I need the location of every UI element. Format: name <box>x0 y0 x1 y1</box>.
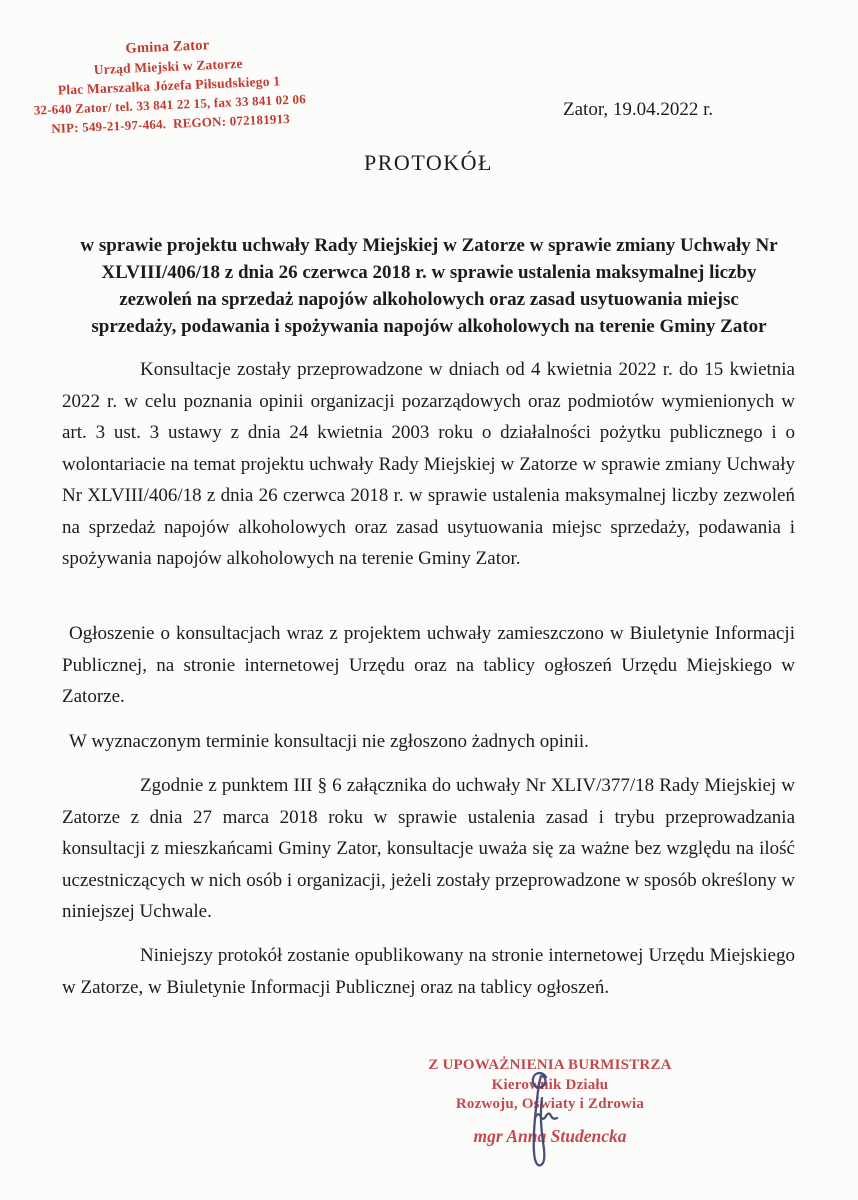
dateline: Zator, 19.04.2022 r. <box>563 99 714 120</box>
subject-paragraph: w sprawie projektu uchwały Rady Miejskiej w Zatorze w sprawie zmiany Uchwały Nr XLVIII/406/18 z dnia 26 czerwca 2018 r. w sprawie ustalenia maksymalnej liczby zezwoleń na sprzedaż napojów alkoholowych oraz zasad usytuowania miejsc sprzedaży, podawania i spożywania napojów alkoholowych na terenie Gminy Zator <box>80 235 778 337</box>
paragraph-consultation-dates: Konsultacje zostały przeprowadzone w dniach od 4 kwietnia 2022 r. do 15 kwietnia 2022 r. w celu poznania opinii organizacji pozarządowych oraz podmiotów wymienionych w art. 3 ust. 3 ustawy z dnia 24 kwietnia 2003 roku o działalności pożytku publicznego i o wolontariacie na temat projektu uchwały Rady Miejskiej w Zatorze w sprawie zmiany Uchwały Nr XLVIII/406/18 z dnia 26 czerwca 2018 r. w sprawie ustalenia maksymalnej liczby zezwoleń na sprzedaż napojów alkoholowych oraz zasad usytuowania miejsc sprzedaży, podawania i spożywania napojów alkoholowych na terenie Gminy Zator. <box>62 359 795 569</box>
role-line-1: Kierownik Działu <box>491 1076 609 1093</box>
signer-name: mgr Anna Studencka <box>473 1126 627 1146</box>
authorization-line: Z UPOWAŻNIENIA BURMISTRZA <box>428 1057 672 1073</box>
role-line-2: Rozwoju, Oświaty i Zdrowia <box>455 1096 645 1112</box>
handwritten-signature <box>522 1068 566 1172</box>
page-title: PROTOKÓŁ <box>364 150 493 175</box>
stamp-line-office: Urząd Miejski w Zatorze <box>93 55 243 78</box>
paragraph-validity: Zgodnie z punktem III § 6 załącznika do uchwały Nr XLIV/377/18 Rady Miejskiej w Zatorze z dnia 27 marca 2018 roku w sprawie ustalenia zasad i trybu przeprowadzania konsultacji z mieszkańcami Gminy Zator, konsultacje uważa się za ważne bez względu na ilość uczestniczących w nich osób i organizacji, jeżeli zostały przeprowadzone w sposób określony w niniejszej Uchwale. <box>62 775 795 922</box>
stamp-line-municipality: Gmina Zator <box>125 37 210 57</box>
stamp-line-phone: 32-640 Zator/ tel. 33 841 22 15, fax 33 841 02 06 <box>33 91 307 118</box>
office-stamp <box>12 32 326 140</box>
paragraph-publication: Niniejszy protokół zostanie opublikowany na stronie internetowej Urzędu Miejskiego w Zatorze, w Biuletynie Informacji Publicznej oraz na tablicy ogłoszeń. <box>62 945 795 998</box>
paragraph-no-opinions: W wyznaczonym terminie konsultacji nie zgłoszono żadnych opinii. <box>69 731 589 752</box>
paragraph-announcement: Ogłoszenie o konsultacjach wraz z projektem uchwały zamieszczono w Biuletynie Informacji Publicznej, na stronie internetowej Urzędu oraz na tablicy ogłoszeń Urzędu Miejskiego w Zatorze. <box>62 623 795 707</box>
stamp-line-nip-regon: NIP: 549-21-97-464. REGON: 072181913 <box>50 110 291 136</box>
stamp-line-address: Plac Marszałka Józefa Piłsudskiego 1 <box>57 73 281 98</box>
